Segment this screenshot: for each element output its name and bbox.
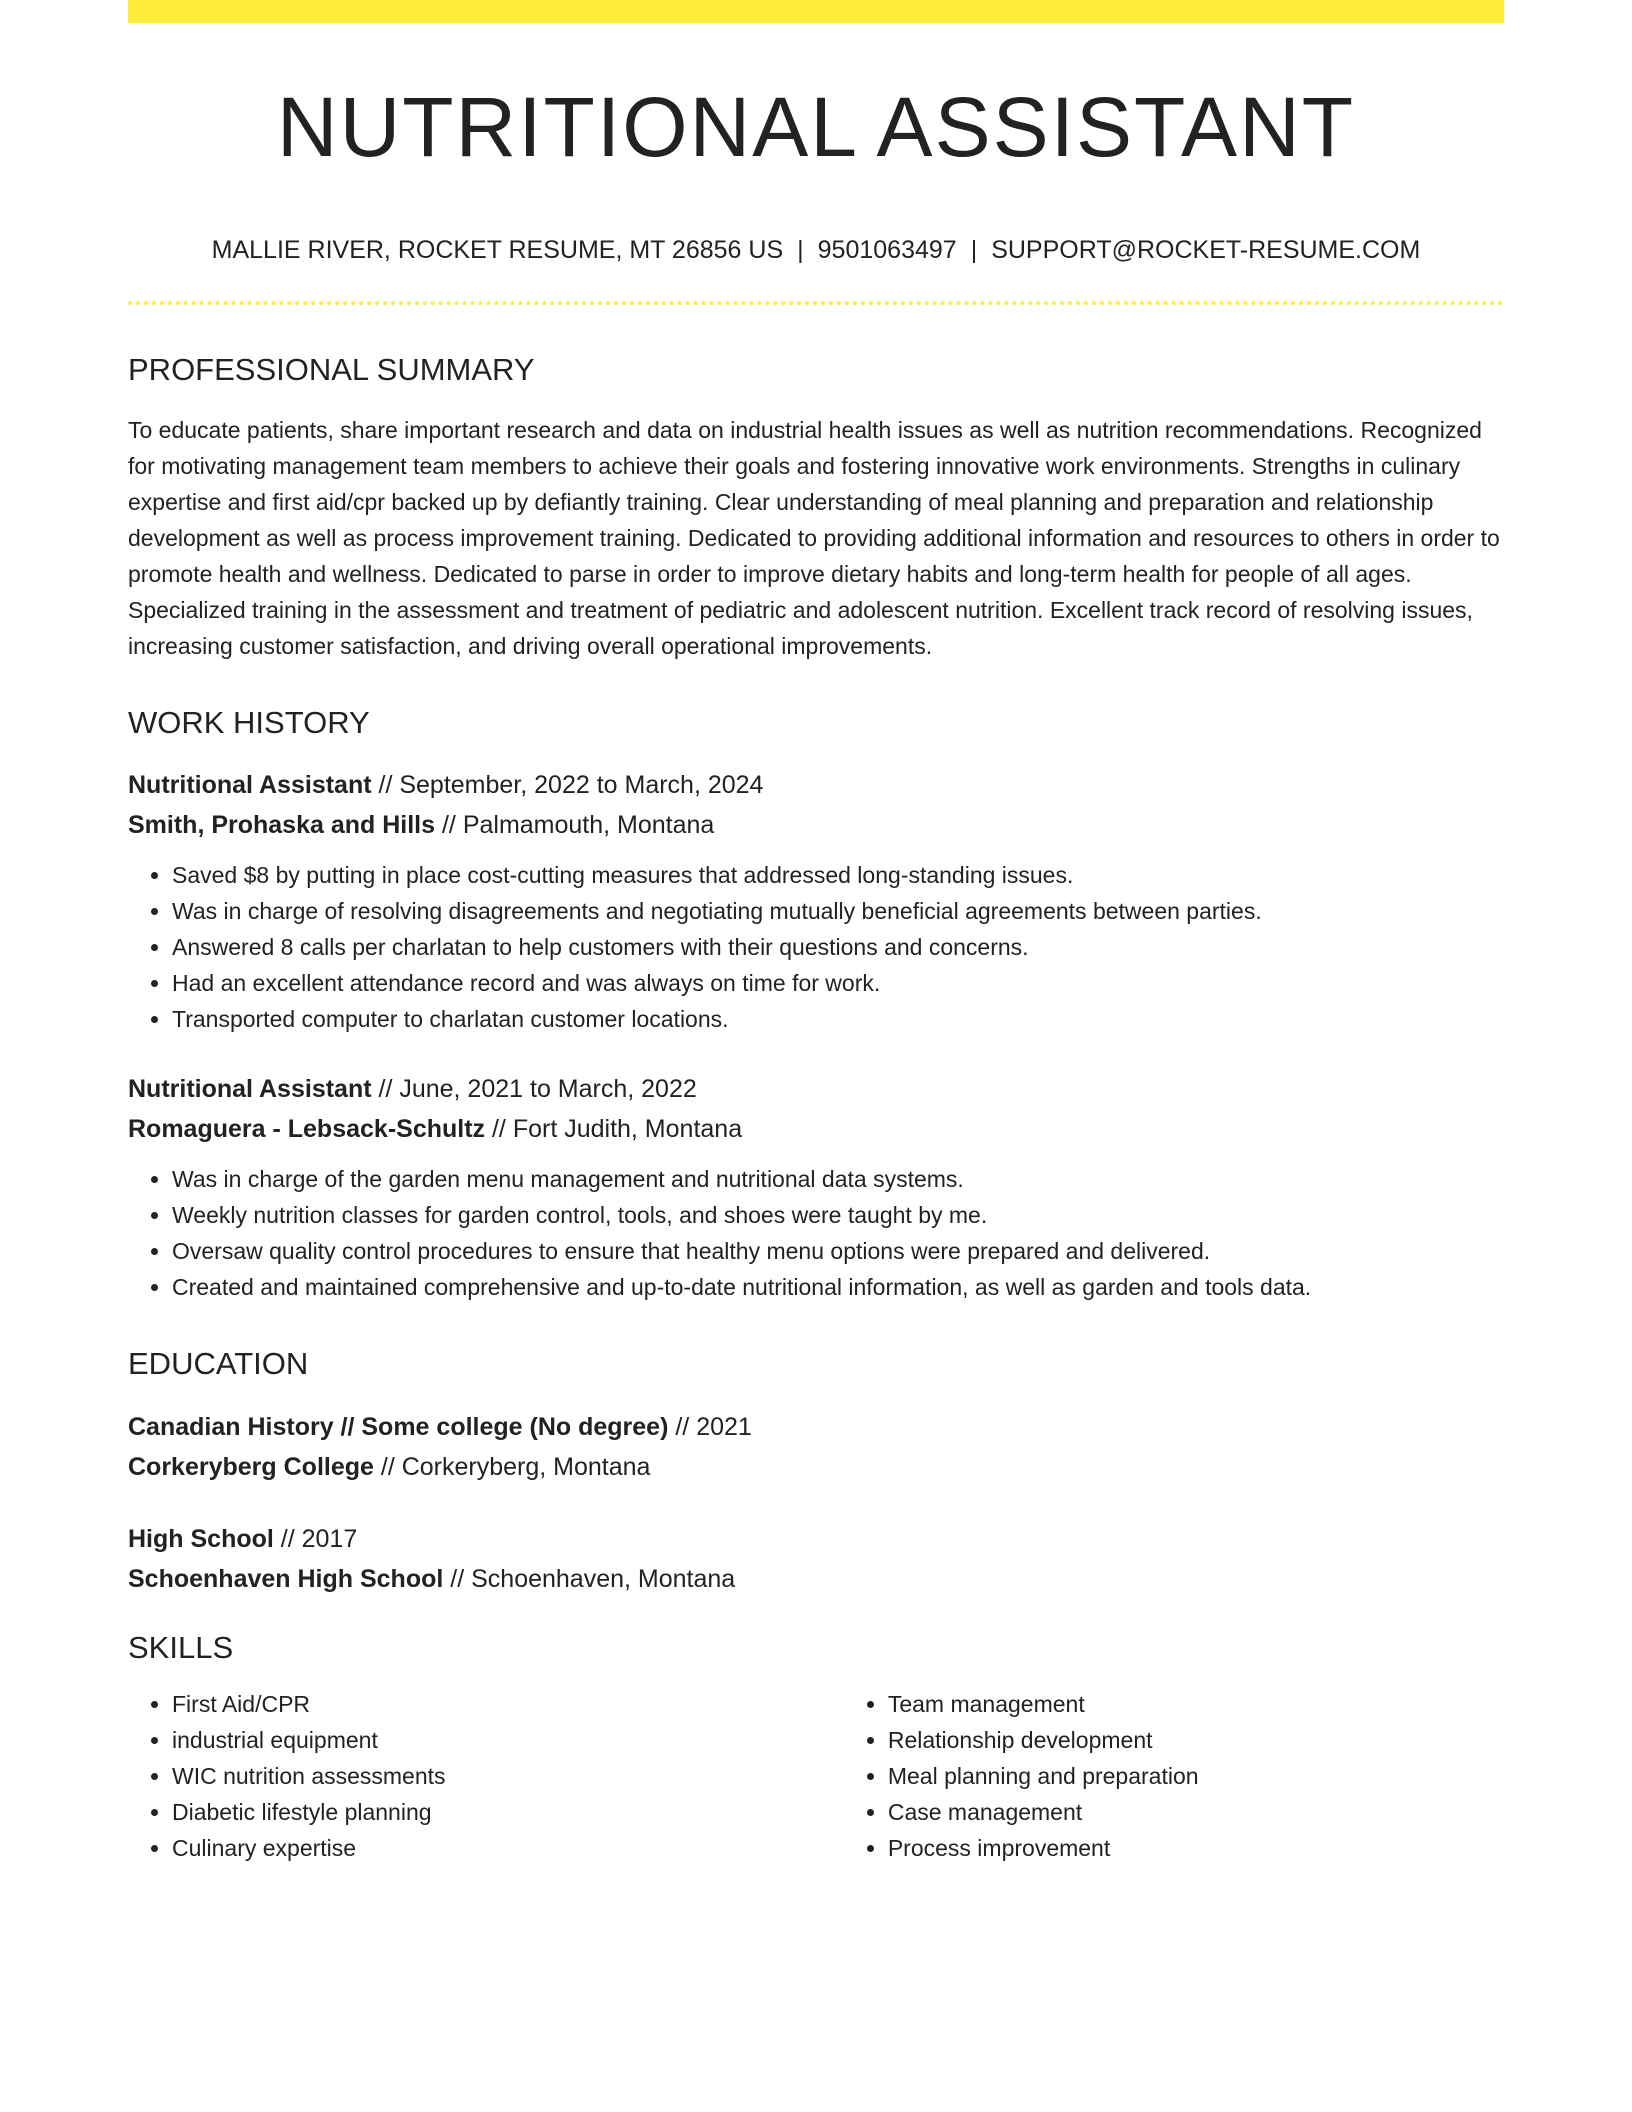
skill-item: • Team management: [888, 1686, 1504, 1722]
header-divider: [128, 301, 1504, 305]
job-title: Nutritional Assistant: [128, 771, 372, 800]
skill-item: • industrial equipment: [172, 1722, 844, 1758]
job-location: // Palmamouth, Montana: [435, 811, 715, 840]
job-bullets: [128, 857, 1504, 1037]
resume-page: [128, 0, 1504, 1866]
skill-item: • First Aid/CPR: [172, 1686, 844, 1722]
skill-item: • Meal planning and preparation: [888, 1758, 1504, 1794]
job-title: Nutritional Assistant: [128, 1075, 372, 1104]
skill-item: • Process improvement: [888, 1830, 1504, 1866]
contact-line: [128, 235, 1504, 265]
work-history-heading: WORK HISTORY: [128, 705, 370, 741]
education-school: Corkeryberg College: [128, 1452, 374, 1481]
education-degree: High School: [128, 1524, 274, 1553]
top-accent-bar: [128, 0, 1504, 23]
job-location: // Fort Judith, Montana: [485, 1115, 743, 1144]
job-entry: [128, 1069, 1504, 1305]
summary-heading: PROFESSIONAL SUMMARY: [128, 352, 535, 387]
job-bullets: [128, 1161, 1504, 1305]
contact-address: MALLIE RIVER, ROCKET RESUME, MT 26856 US: [211, 236, 784, 264]
skill-item: • Relationship development: [888, 1722, 1504, 1758]
education-year: // 2021: [668, 1412, 752, 1441]
job-dates: // June, 2021 to March, 2022: [371, 1075, 697, 1104]
job-entry: [128, 765, 1504, 1037]
job-bullet: • Created and maintained comprehensive and up-to-date nutritional information, as well as garden and tools data.: [172, 1269, 1504, 1305]
education-entry: [128, 1407, 1504, 1487]
education-degree-line: [128, 1407, 1504, 1447]
job-bullet: • Transported computer to charlatan customer locations.: [172, 1001, 1504, 1037]
education-heading: EDUCATION: [128, 1346, 309, 1382]
job-company-line: [128, 805, 1504, 845]
skill-item: • Diabetic lifestyle planning: [172, 1794, 844, 1830]
skills-heading: SKILLS: [128, 1629, 234, 1665]
contact-separator: |: [797, 236, 804, 264]
education-degree-line: [128, 1519, 1504, 1559]
education-degree: Canadian History // Some college (No degree): [128, 1412, 669, 1441]
job-bullet: • Oversaw quality control procedures to ensure that healthy menu options were prepared and delivered.: [172, 1233, 1504, 1269]
contact-separator: |: [970, 236, 978, 264]
education-school-line: [128, 1447, 1504, 1487]
skill-item: • Culinary expertise: [172, 1830, 844, 1866]
resume-title: NUTRITIONAL ASSISTANT: [276, 80, 1356, 174]
job-bullet: • Weekly nutrition classes for garden control, tools, and shoes were taught by me.: [172, 1197, 1504, 1233]
education-school: Schoenhaven High School: [128, 1564, 444, 1593]
job-bullet: • Was in charge of resolving disagreements and negotiating mutually beneficial agreements between parties.: [172, 893, 1504, 929]
job-title-line: [128, 1069, 1504, 1109]
job-company-line: [128, 1109, 1504, 1149]
education-location: // Schoenhaven, Montana: [443, 1564, 736, 1593]
education-year: // 2017: [273, 1524, 358, 1553]
job-bullet: • Was in charge of the garden menu management and nutritional data systems.: [172, 1161, 1504, 1197]
education-school-line: [128, 1559, 1504, 1599]
job-dates: // September, 2022 to March, 2024: [371, 771, 764, 800]
contact-phone: 9501063497: [817, 236, 957, 264]
skills-list-right: [844, 1686, 1504, 1866]
contact-email: SUPPORT@ROCKET-RESUME.COM: [991, 236, 1421, 264]
education-location: // Corkeryberg, Montana: [373, 1452, 651, 1481]
job-company: Smith, Prohaska and Hills: [128, 811, 436, 840]
job-bullet: • Answered 8 calls per charlatan to help customers with their questions and concerns.: [172, 929, 1504, 965]
job-bullet: • Saved $8 by putting in place cost-cutting measures that addressed long-standing issues.: [172, 857, 1504, 893]
skills-columns: [128, 1686, 1504, 1866]
job-company: Romaguera - Lebsack-Schultz: [128, 1115, 486, 1144]
skill-item: • Case management: [888, 1794, 1504, 1830]
education-entry: [128, 1519, 1504, 1599]
summary-text: To educate patients, share important research and data on industrial health issues as well as nutrition recommendations. Recognized for motivating management team members to achieve their goals and fostering innovative work environments. Strengths in culinary expertise and first aid/cpr backed up by defiantly training. Clear understanding of meal planning and preparation and relationship development as well as process improvement training. Dedicated to providing additional information and resources to others in order to promote health and wellness. Dedicated to parse in order to improve dietary habits and long-term health for people of all ages. Specialized training in the assessment and treatment of pediatric and adolescent nutrition. Excellent track record of resolving issues, increasing customer satisfaction, and driving overall operational improvements.: [128, 417, 1500, 660]
skill-item: • WIC nutrition assessments: [172, 1758, 844, 1794]
job-title-line: [128, 765, 1504, 805]
job-bullet: • Had an excellent attendance record and was always on time for work.: [172, 965, 1504, 1001]
skills-list-left: [128, 1686, 844, 1866]
